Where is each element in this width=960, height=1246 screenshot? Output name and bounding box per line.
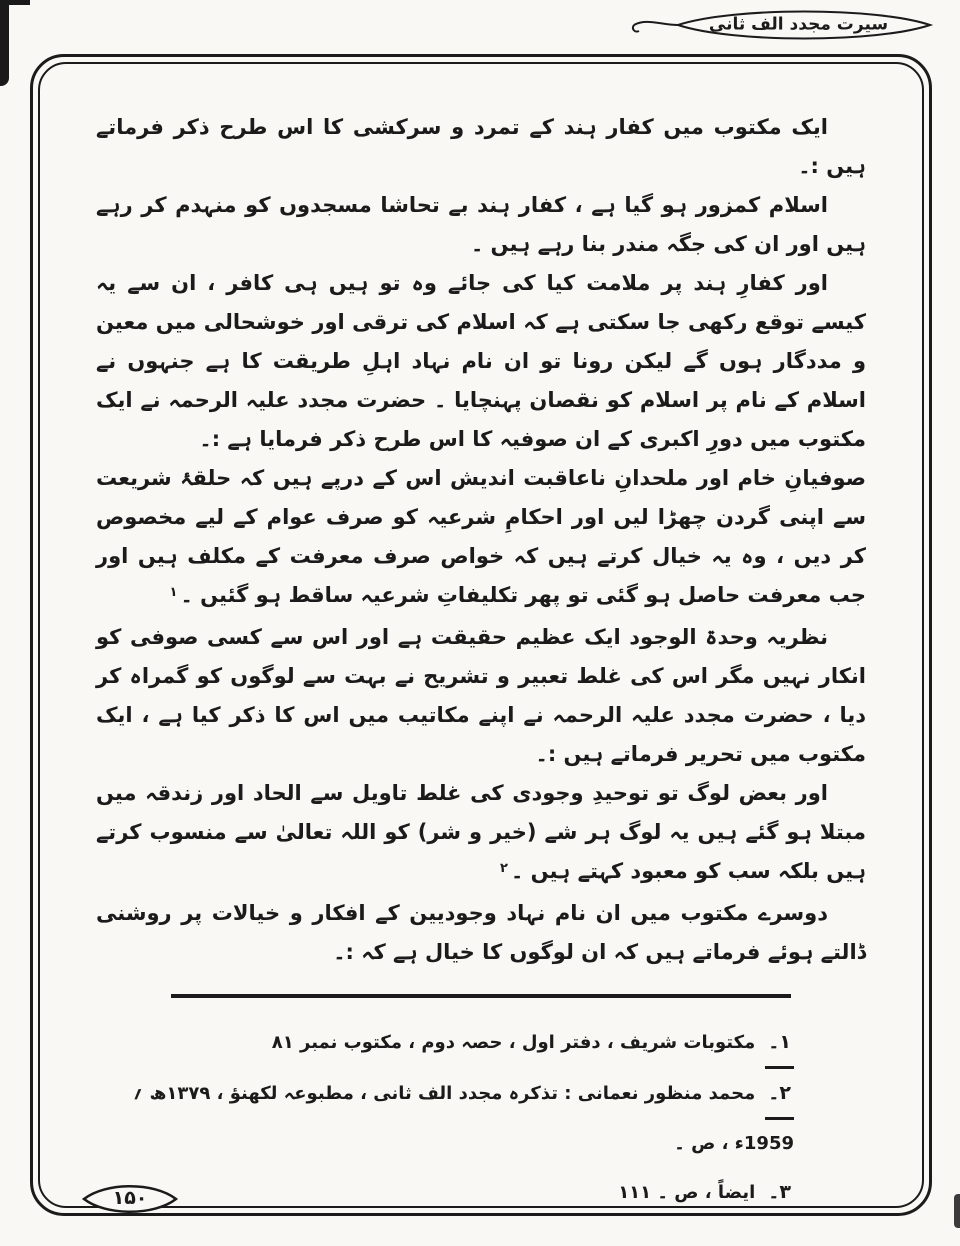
page-number: ۱۵۰	[112, 1187, 148, 1210]
scan-artifact	[0, 0, 9, 86]
footnote-number: ۳۔	[765, 1168, 794, 1208]
paragraph: ایک مکتوب میں کفار ہند کے تمرد و سرکشی کا اس طرح ذکر فرماتے ہیں :۔	[96, 115, 866, 178]
footnote-marker: ۱	[169, 585, 178, 600]
footnote-marker: ۲	[500, 861, 508, 876]
page-border-inner	[38, 62, 924, 1208]
scan-artifact	[0, 0, 30, 5]
header-cartouche	[628, 3, 938, 47]
footnote-number: ۱۔	[765, 1018, 794, 1069]
body-text	[40, 64, 922, 972]
footnote-text: ایضاً ، ص ۔ ۱۱۱	[618, 1182, 756, 1203]
paragraph: نظریہ وحدۃ الوجود ایک عظیم حقیقت ہے اور اس سے کسی صوفی کو انکار نہیں مگر اس کی غلط تعبیر و تشریح نے بہت سے لوگوں کو گمراہ کر دیا ، حضرت مجدد علیہ الرحمہ نے اپنے مکاتیب میں اس کا ذکر کیا ہے ، ایک مکتوب میں تحریر فرماتے ہیں :۔	[96, 625, 866, 766]
footnote-text: محمد منظور نعمانی : تذکرہ مجدد الف ثانی ، مطبوعہ لکھنؤ ، ۱۳۷۹ھ ؍ 1959ء ، ص ۔	[132, 1083, 794, 1154]
footnote-text: مکتوبات شریف ، دفتر اول ، حصہ دوم ، مکتوب نمبر ۸۱	[271, 1032, 756, 1053]
paragraph: اور کفارِ ہند پر ملامت کیا کی جائے وہ تو ہیں ہی کافر ، ان سے یہ کیسے توقع رکھی جا سکتی ہے کہ اسلام کی ترقی اور خوشحالی میں معین و مددگار ہوں گے لیکن رونا تو ان نام نہاد اہلِ طریقت کا ہے جنہوں نے اسلام کے نام پر اسلام کو نقصان پہنچایا ۔ حضرت مجدد علیہ الرحمہ نے ایک مکتوب میں دورِ اکبری کے ان صوفیہ کا اس طرح ذکر فرمایا ہے :۔	[96, 271, 866, 451]
page-number-badge	[80, 1178, 180, 1220]
paragraph: صوفیانِ خام اور ملحدانِ ناعاقبت اندیش اس کے درپے ہیں کہ حلقۂ شریعت سے اپنی گردن چھڑا لیں اور احکامِ شرعیہ کو صرف عوام کے لیے مخصوص کر دیں ، وہ یہ خیال کرتے ہیں کہ خواص صرف معرفت کے مکلف ہیں اور جب معرفت حاصل ہو گئی تو پھر تکلیفاتِ شرعیہ ساقط ہو گئیں ۔$^۱$	[96, 466, 866, 607]
footnote-item	[104, 1018, 794, 1069]
scan-artifact	[954, 1194, 960, 1228]
footnote-item	[104, 1069, 794, 1168]
paragraph: اور بعض لوگ تو توحیدِ وجودی کی غلط تاویل سے الحاد اور زندقہ میں مبتلا ہو گئے ہیں یہ لوگ ہر شے (خیر و شر) کو اللہ تعالیٰ سے منسوب کرتے ہیں بلکہ سب کو معبود کہتے ہیں ۔$^۲$	[96, 781, 866, 883]
footnote-number: ۲۔	[765, 1069, 794, 1120]
footnote-divider	[171, 994, 791, 998]
footnote-item	[104, 1168, 794, 1208]
book-title: سیرت مجدد الف ثانی	[708, 14, 889, 35]
paragraph: دوسرے مکتوب میں ان نام نہاد وجودیین کے افکار و خیالات پر روشنی ڈالتے ہوئے فرماتے ہیں کہ ان لوگوں کا خیال ہے کہ :۔	[96, 901, 866, 964]
page-border-outer	[30, 54, 932, 1216]
paragraph: اسلام کمزور ہو گیا ہے ، کفار ہند بے تحاشا مسجدوں کو منہدم کر رہے ہیں اور ان کی جگہ مندر بنا رہے ہیں ۔	[96, 193, 866, 256]
